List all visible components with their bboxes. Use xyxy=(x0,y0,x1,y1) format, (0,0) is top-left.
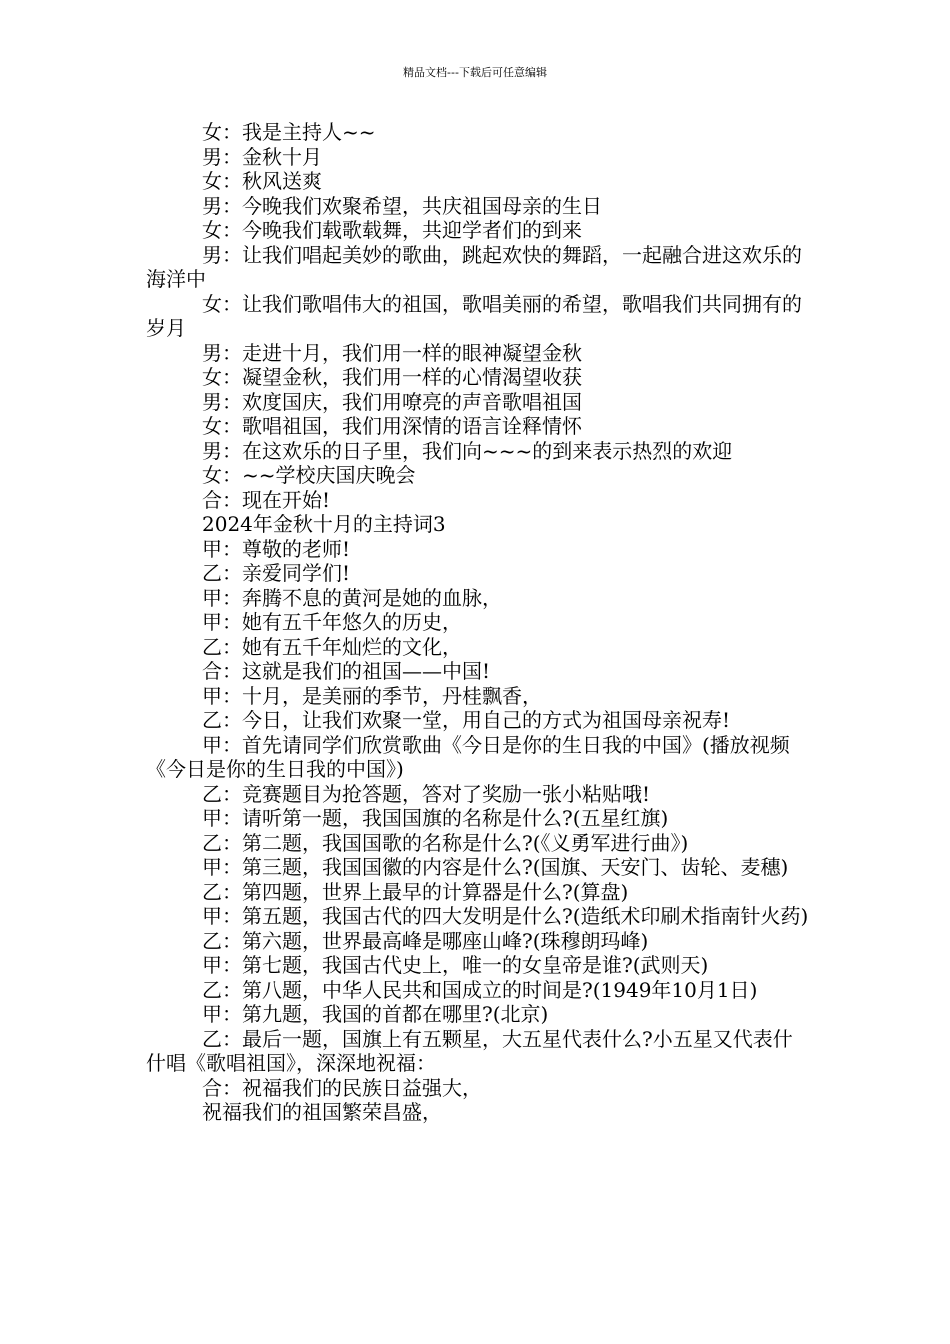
text-line: 乙：亲爱同学们! xyxy=(202,561,351,585)
text-line: 男：欢度国庆，我们用嘹亮的声音歌唱祖国 xyxy=(202,389,582,414)
page-header: 精品文档---下载后可任意编辑 xyxy=(403,66,547,79)
text-line: 男：让我们唱起美妙的歌曲，跳起欢快的舞蹈，一起融合进这欢乐的海洋中 xyxy=(146,242,802,291)
text-line: 女：让我们歌唱伟大的祖国，歌唱美丽的希望，歌唱我们共同拥有的岁月 xyxy=(146,291,802,340)
text-line: 乙：最后一题，国旗上有五颗星，大五星代表什么?小五星又代表什什唱《歌唱祖国》，深深地祝福： xyxy=(146,1026,793,1075)
text-line: 合：这就是我们的祖国——中国! xyxy=(202,659,491,683)
text-line: 甲：第五题，我国古代的四大发明是什么?(造纸术印刷术指南针火药) xyxy=(202,904,809,928)
text-line: 甲：请听第一题，我国国旗的名称是什么?(五星红旗) xyxy=(202,806,669,830)
text-line: 女：秋风送爽 xyxy=(202,169,322,193)
text-line: 女：歌唱祖国，我们用深情的语言诠释情怀 xyxy=(202,414,582,438)
text-line: 甲：第九题，我国的首都在哪里?(北京) xyxy=(202,1002,549,1026)
text-line: 女：我是主持人~~ xyxy=(202,120,376,144)
text-line: 乙：第八题，中华人民共和国成立的时间是?(1949年10月1日) xyxy=(202,977,758,1002)
document-body xyxy=(146,120,810,1125)
text-line: 甲：第七题，我国古代史上，唯一的女皇帝是谁?(武则天) xyxy=(202,953,709,977)
text-line: 祝福我们的祖国繁荣昌盛， xyxy=(202,1100,442,1124)
text-line: 女：~~学校庆国庆晚会 xyxy=(202,463,416,487)
text-line: 甲：首先请同学们欣赏歌曲《今日是你的生日我的中国》(播放视频《今日是你的生日我的中国》) xyxy=(146,732,790,781)
text-line: 甲：第三题，我国国徽的内容是什么?(国旗、天安门、齿轮、麦穗) xyxy=(202,855,789,879)
text-line: 男：走进十月，我们用一样的眼神凝望金秋 xyxy=(202,340,582,365)
text-line: 乙：今日，让我们欢聚一堂，用自己的方式为祖国母亲祝寿! xyxy=(202,708,731,732)
section-title: 2024年金秋十月的主持词3 xyxy=(202,512,446,536)
text-line: 合：祝福我们的民族日益强大， xyxy=(202,1075,482,1100)
text-line: 乙：她有五千年灿烂的文化， xyxy=(202,634,462,659)
text-line: 乙：第六题，世界最高峰是哪座山峰?(珠穆朗玛峰) xyxy=(202,928,649,953)
text-line: 男：在这欢乐的日子里，我们向~~~的到来表示热烈的欢迎 xyxy=(202,438,733,463)
text-line: 合：现在开始! xyxy=(202,487,331,512)
text-line: 甲：十月，是美丽的季节，丹桂飘香， xyxy=(202,683,542,708)
text-line: 甲：尊敬的老师! xyxy=(202,536,351,561)
text-line: 女：今晚我们载歌载舞，共迎学者们的到来 xyxy=(202,218,582,242)
text-line: 女：凝望金秋，我们用一样的心情渴望收获 xyxy=(202,365,582,389)
text-line: 乙：第二题，我国国歌的名称是什么?(《义勇军进行曲》) xyxy=(202,830,689,855)
text-line: 男：今晚我们欢聚希望，共庆祖国母亲的生日 xyxy=(202,193,602,218)
text-line: 甲：奔腾不息的黄河是她的血脉， xyxy=(202,585,502,610)
text-line: 男：金秋十月 xyxy=(202,144,322,169)
text-line: 甲：她有五千年悠久的历史， xyxy=(202,610,462,634)
text-line: 乙：竞赛题目为抢答题，答对了奖励一张小粘贴哦! xyxy=(202,781,651,806)
text-line: 乙：第四题，世界上最早的计算器是什么?(算盘) xyxy=(202,879,629,904)
